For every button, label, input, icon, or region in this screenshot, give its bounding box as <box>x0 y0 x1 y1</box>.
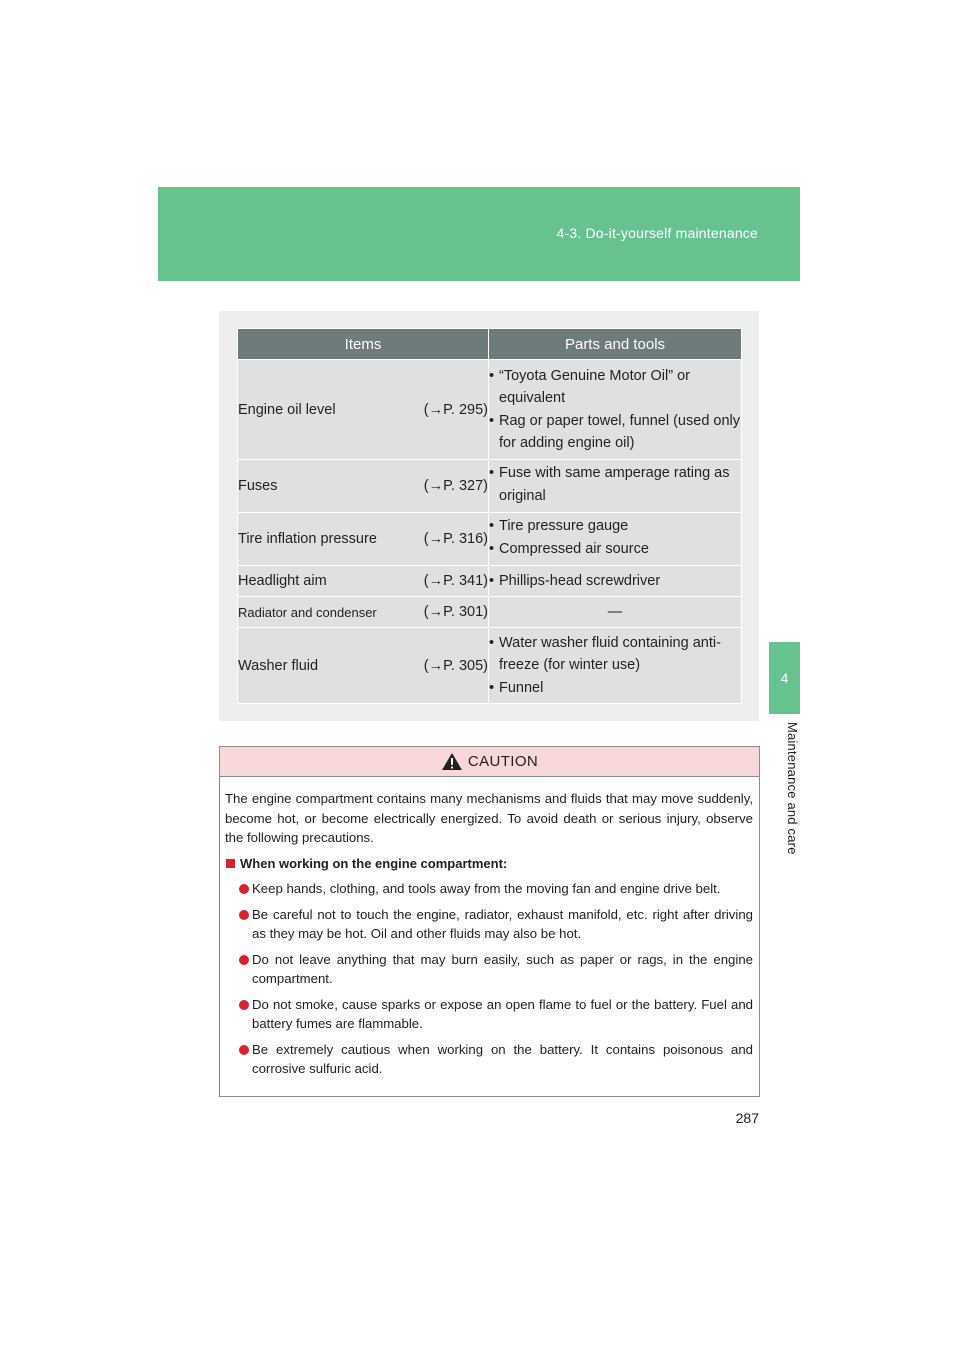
red-bullet-icon <box>239 955 249 965</box>
header-items: Items <box>238 329 489 360</box>
table-row <box>238 513 742 566</box>
parts-cell <box>489 360 742 460</box>
caution-subheading-text: When working on the engine compartment: <box>240 855 508 871</box>
page-reference: (→P. 305) <box>423 657 488 674</box>
page-reference: (→P. 301) <box>423 604 488 620</box>
caution-box <box>219 746 760 1097</box>
item-name: Tire inflation pressure <box>238 531 377 547</box>
maintenance-table-panel <box>219 311 759 721</box>
red-square-icon <box>226 859 235 868</box>
parts-item: • Funnel <box>489 677 741 700</box>
caution-title: CAUTION <box>467 753 539 770</box>
parts-item: • “Toyota Genuine Motor Oil” or equivalent <box>489 365 741 410</box>
parts-item: • Rag or paper towel, funnel (used only for adding engine oil) <box>489 410 741 455</box>
item-name: Washer fluid <box>238 657 319 674</box>
item-cell <box>238 460 489 513</box>
red-bullet-icon <box>239 1000 249 1010</box>
page-reference: (→P. 327) <box>423 478 488 494</box>
item-cell <box>238 628 489 704</box>
caution-body <box>220 777 759 1079</box>
chapter-label: Maintenance and care <box>785 722 800 855</box>
item-cell <box>238 597 489 628</box>
parts-cell <box>489 460 742 513</box>
parts-item: • Phillips-head screwdriver <box>489 570 741 593</box>
caution-item-text: Keep hands, clothing, and tools away from the moving fan and engine drive belt. <box>252 881 721 896</box>
caution-item <box>225 879 753 899</box>
caution-item-text: Be careful not to touch the engine, radiator, exhaust manifold, etc. right after driving as they may be hot. Oil and other fluids may also be hot. <box>252 906 753 941</box>
item-name: Fuses <box>238 478 278 494</box>
caution-item-text: Do not smoke, cause sparks or expose an open flame to fuel or the battery. Fuel and battery fumes are flammable. <box>252 996 753 1031</box>
no-parts-dash: — <box>607 604 623 620</box>
item-cell <box>238 360 489 460</box>
chapter-tab <box>769 642 800 714</box>
item-cell <box>238 513 489 566</box>
parts-item: • Tire pressure gauge <box>489 515 741 538</box>
parts-cell <box>489 513 742 566</box>
table-row <box>238 566 742 597</box>
page-reference: (→P. 341) <box>423 573 488 589</box>
caution-item <box>225 950 753 989</box>
section-title: 4-3. Do-it-yourself maintenance <box>556 225 758 241</box>
caution-intro: The engine compartment contains many mechanisms and fluids that may move suddenly, become hot, or become electrically energized. To avoid death or serious injury, observe the following precautions. <box>225 791 753 845</box>
page-number: 287 <box>735 1110 759 1126</box>
parts-cell <box>489 628 742 704</box>
parts-cell <box>489 597 742 628</box>
page-reference: (→P. 295) <box>423 401 488 418</box>
maintenance-items-table <box>237 328 742 704</box>
caution-item-text: Do not leave anything that may burn easily, such as paper or rags, in the engine compartment. <box>252 951 753 986</box>
caution-header <box>220 747 759 777</box>
table-header-row <box>238 329 742 360</box>
parts-item: • Compressed air source <box>489 538 741 561</box>
warning-triangle-icon <box>441 752 463 771</box>
red-bullet-icon <box>239 884 249 894</box>
header-parts-and-tools: Parts and tools <box>489 329 742 360</box>
parts-item: • Fuse with same amperage rating as original <box>489 462 741 507</box>
table-row <box>238 597 742 628</box>
caution-item <box>225 995 753 1034</box>
item-name: Radiator and condenser <box>238 604 377 620</box>
table-row <box>238 360 742 460</box>
item-cell <box>238 566 489 597</box>
table-row <box>238 460 742 513</box>
caution-item-text: Be extremely cautious when working on the battery. It contains poisonous and corrosive sulfuric acid. <box>252 1041 753 1076</box>
parts-cell <box>489 566 742 597</box>
section-header-band <box>158 187 800 281</box>
table-row <box>238 628 742 704</box>
caution-subheading <box>225 854 753 874</box>
chapter-number: 4 <box>780 670 789 686</box>
caution-item <box>225 1040 753 1079</box>
parts-item: • Water washer fluid containing anti-freeze (for winter use) <box>489 632 741 677</box>
red-bullet-icon <box>239 1045 249 1055</box>
caution-item <box>225 905 753 944</box>
page-reference: (→P. 316) <box>423 531 488 547</box>
item-name: Headlight aim <box>238 573 327 589</box>
red-bullet-icon <box>239 910 249 920</box>
item-name: Engine oil level <box>238 401 336 418</box>
